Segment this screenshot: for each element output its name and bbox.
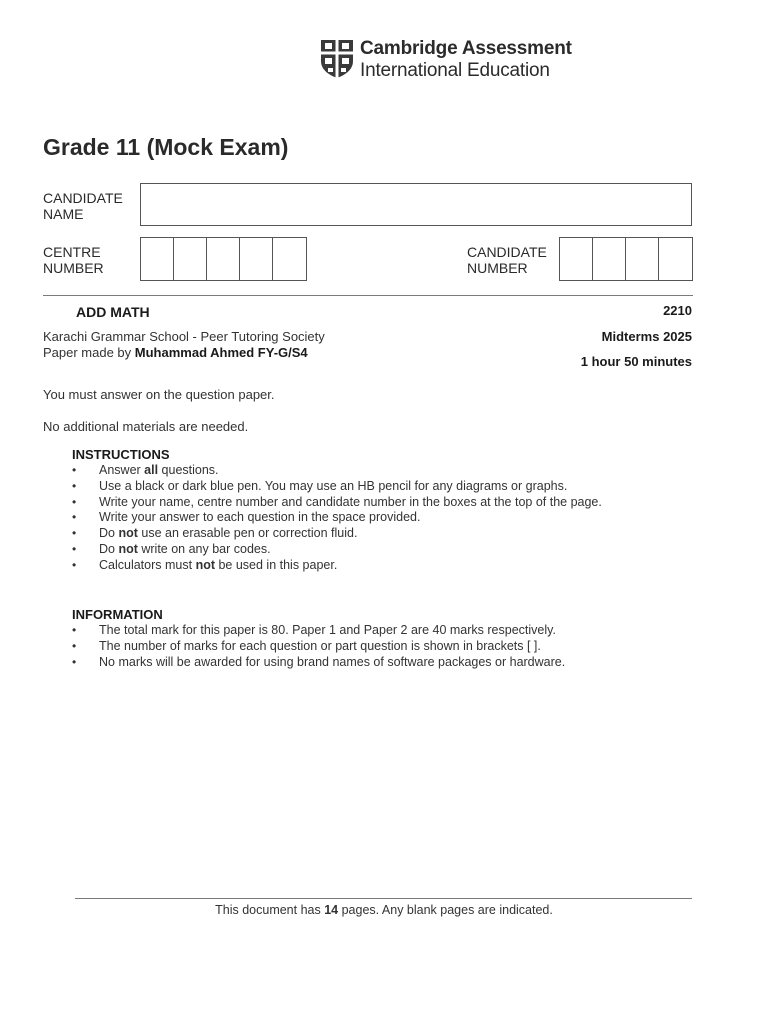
list-item: • Answer all questions. — [72, 463, 602, 479]
information-heading: INFORMATION — [72, 607, 163, 622]
list-item: • Use a black or dark blue pen. You may use an HB pencil for any diagrams or graphs. — [72, 479, 602, 495]
digit-box[interactable] — [174, 238, 207, 280]
org-name-line2: International Education — [360, 60, 550, 81]
list-item: • No marks will be awarded for using brand names of software packages or hardware. — [72, 655, 565, 671]
list-item: • Write your name, centre number and candidate number in the boxes at the top of the page. — [72, 495, 602, 511]
digit-box[interactable] — [207, 238, 240, 280]
exam-session: Midterms 2025 — [601, 329, 692, 344]
list-item: • The total mark for this paper is 80. Paper 1 and Paper 2 are 40 marks respectively. — [72, 623, 565, 639]
list-item: • Do not use an erasable pen or correction fluid. — [72, 526, 602, 542]
materials-note: No additional materials are needed. — [43, 419, 249, 434]
list-item: • Do not write on any bar codes. — [72, 542, 602, 558]
digit-box[interactable] — [626, 238, 659, 280]
digit-box[interactable] — [659, 238, 692, 280]
school-name: Karachi Grammar School - Peer Tutoring Society — [43, 329, 325, 344]
centre-number-label: CENTRE NUMBER — [43, 244, 104, 276]
list-item: • The number of marks for each question or part question is shown in brackets [ ]. — [72, 639, 565, 655]
answer-note: You must answer on the question paper. — [43, 387, 275, 402]
page-title: Grade 11 (Mock Exam) — [43, 134, 289, 160]
digit-box[interactable] — [593, 238, 626, 280]
candidate-name-label: CANDIDATE NAME — [43, 190, 123, 222]
list-item: • Calculators must not be used in this paper. — [72, 558, 602, 574]
paper-code: 2210 — [663, 303, 692, 318]
digit-box[interactable] — [560, 238, 593, 280]
digit-box[interactable] — [141, 238, 174, 280]
digit-box[interactable] — [240, 238, 273, 280]
candidate-number-label: CANDIDATE NUMBER — [467, 244, 547, 276]
cambridge-logo — [320, 39, 572, 80]
instructions-heading: INSTRUCTIONS — [72, 447, 170, 462]
shield-crest-icon — [320, 39, 354, 79]
org-name-line1: Cambridge Assessment — [360, 38, 572, 59]
candidate-number-boxes[interactable] — [559, 237, 693, 281]
paper-author: Paper made by Muhammad Ahmed FY-G/S4 — [43, 345, 308, 360]
candidate-name-box[interactable] — [140, 183, 692, 226]
exam-duration: 1 hour 50 minutes — [580, 354, 692, 369]
instructions-list — [72, 463, 602, 574]
list-item: • Write your answer to each question in the space provided. — [72, 510, 602, 526]
divider — [43, 295, 693, 296]
centre-number-boxes[interactable] — [140, 237, 307, 281]
page-count-note: This document has 14 pages. Any blank pages are indicated. — [215, 903, 553, 917]
information-list — [72, 623, 565, 670]
digit-box[interactable] — [273, 238, 306, 280]
subject-name: ADD MATH — [76, 304, 150, 320]
footer-divider — [75, 898, 692, 899]
